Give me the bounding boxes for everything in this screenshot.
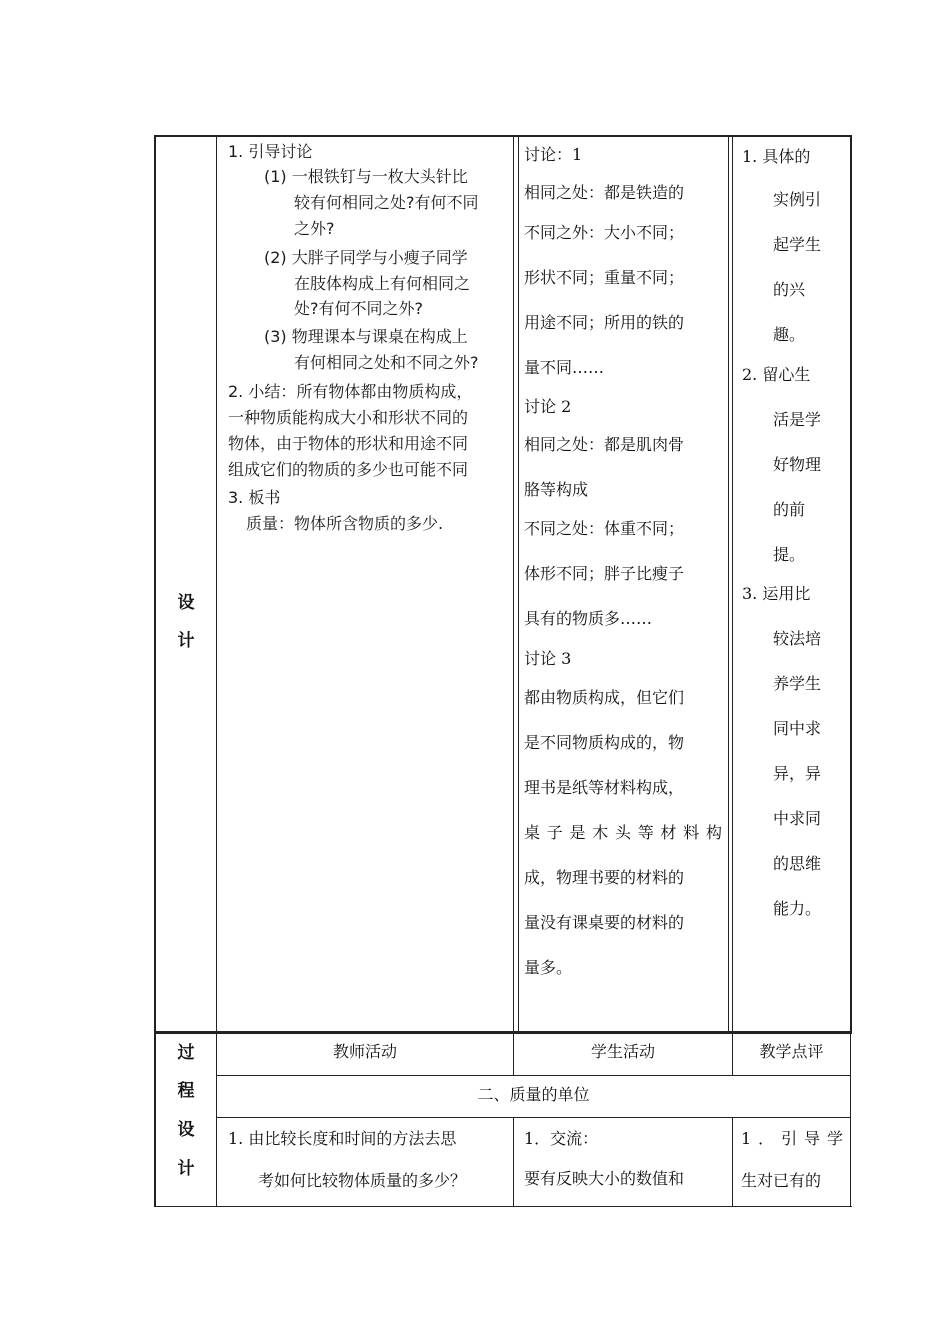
student-line: 具有的物质多…… [524,609,653,628]
student-line: 讨论 3 [524,649,572,668]
student-line: 是不同物质构成的，物 [524,733,685,752]
comment-line: 较法培 [773,629,822,648]
comment-line: 提。 [773,545,806,564]
teacher-activity-cell [218,137,512,1031]
student-line: 相同之处：都是肌肉骨 [524,435,685,454]
student-line: 用途不同；所用的铁的 [524,313,685,332]
student-line: 成，物理书要的材料的 [524,868,685,887]
comment-line: 同中求 [773,719,822,738]
comment-line: 的兴 [773,280,806,299]
comment-line: 起学生 [773,235,822,254]
comment-line: 养学生 [773,674,822,693]
board-writing-heading: 3. 板书 [228,488,281,507]
student-line: 体形不同；胖子比瘦子 [524,564,685,583]
question-2-line-2: 在肢体构成上有何相同之 [294,274,471,293]
summary-line-1: 2. 小结：所有物体都由物质构成， [228,382,473,401]
comment-line: 1. 具体的 [742,147,811,166]
side-label-process-1: 过 [177,1043,195,1063]
comment-line: 实例引 [773,190,822,209]
comment-line: 能力。 [773,899,822,918]
table-border-col2b [518,135,519,1033]
comment-line: 的思维 [773,854,822,873]
student-line: 相同之处：都是铁造的 [524,183,685,202]
comment-line: 3. 运用比 [742,584,811,603]
lower-teacher-line-1: 1. 由比较长度和时间的方法去思 [228,1129,457,1148]
student-line: 理书是纸等材料构成， [524,778,685,797]
table-border-header [216,1075,851,1076]
table-border-col3 [728,135,729,1033]
student-line: 形状不同；重量不同； [524,268,685,287]
table-border-col3-lower2 [732,1118,733,1207]
student-line: 都由物质构成，但它们 [524,688,685,707]
question-2-line-3: 处?有何不同之外? [294,299,423,318]
lower-student-line-1: 1．交流： [524,1129,599,1148]
side-label-design-1: 设 [177,593,195,613]
comment-line: 中求同 [773,809,822,828]
student-line: 量多。 [524,958,573,977]
student-line: 讨论 2 [524,397,572,416]
summary-line-3: 物体，由于物体的形状和用途不同 [228,434,469,453]
section-title: 二、质量的单位 [477,1085,590,1104]
guided-discussion-heading: 1. 引导讨论 [228,142,313,161]
table-border-col2 [513,135,514,1033]
question-1-line-2: 较有何相同之处?有何不同 [294,193,479,212]
board-writing-definition: 质量：物体所含物质的多少. [246,514,444,533]
header-student-activity: 学生活动 [590,1042,655,1061]
question-3-line-2: 有何相同之处和不同之外? [294,353,479,372]
question-1-line-3: 之外? [294,219,335,238]
question-3-line-1: (3) 物理课本与课桌在构成上 [264,327,468,346]
student-line: 量没有课桌要的材料的 [524,913,685,932]
student-line: 不同之处：体重不同； [524,519,685,538]
side-label-process-4: 计 [177,1159,195,1179]
student-line: 不同之外：大小不同； [524,223,685,242]
table-border-bottom [154,1206,852,1207]
student-line: 量不同…… [524,358,605,377]
table-border-right-lower [850,1033,851,1207]
table-border-section [216,1117,851,1118]
lower-teacher-line-2: 考如何比较物体质量的多少？ [258,1171,467,1190]
comment-line: 好物理 [773,455,822,474]
table-border-col2-lower2 [513,1118,514,1207]
header-teacher-activity: 教师活动 [332,1042,397,1061]
question-2-line-1: (2) 大胖子同学与小瘦子同学 [264,248,468,267]
comment-line: 2. 留心生 [742,365,811,384]
side-label-process-2: 程 [177,1081,195,1101]
summary-line-4: 组成它们的物质的多少也可能不同 [228,460,469,479]
summary-line-2: 一种物质能构成大小和形状不同的 [228,408,469,427]
table-border-mid [154,1031,852,1034]
teaching-comment-cell [740,142,848,1030]
comment-line: 趣。 [773,325,806,344]
student-line: 讨论：1 [524,145,583,164]
student-line: 桌子是木头等材料构 [524,823,722,842]
student-activity-cell [524,140,722,1030]
table-border-right [850,135,852,1033]
side-label-design-2: 计 [177,631,195,651]
student-line: 胳等构成 [524,480,589,499]
lower-comment-line-1: 1．引导学 [741,1129,843,1148]
lower-comment-line-2: 生对已有的 [741,1171,822,1190]
side-label-process-3: 设 [177,1120,195,1140]
comment-line: 活是学 [773,410,822,429]
comment-line: 的前 [773,500,806,519]
lower-student-line-2: 要有反映大小的数值和 [524,1169,685,1188]
comment-line: 异，异 [773,764,822,783]
table-border-col3b [732,135,733,1033]
question-1-line-1: (1) 一根铁钉与一枚大头针比 [264,167,468,186]
header-teaching-comment: 教学点评 [759,1042,824,1061]
